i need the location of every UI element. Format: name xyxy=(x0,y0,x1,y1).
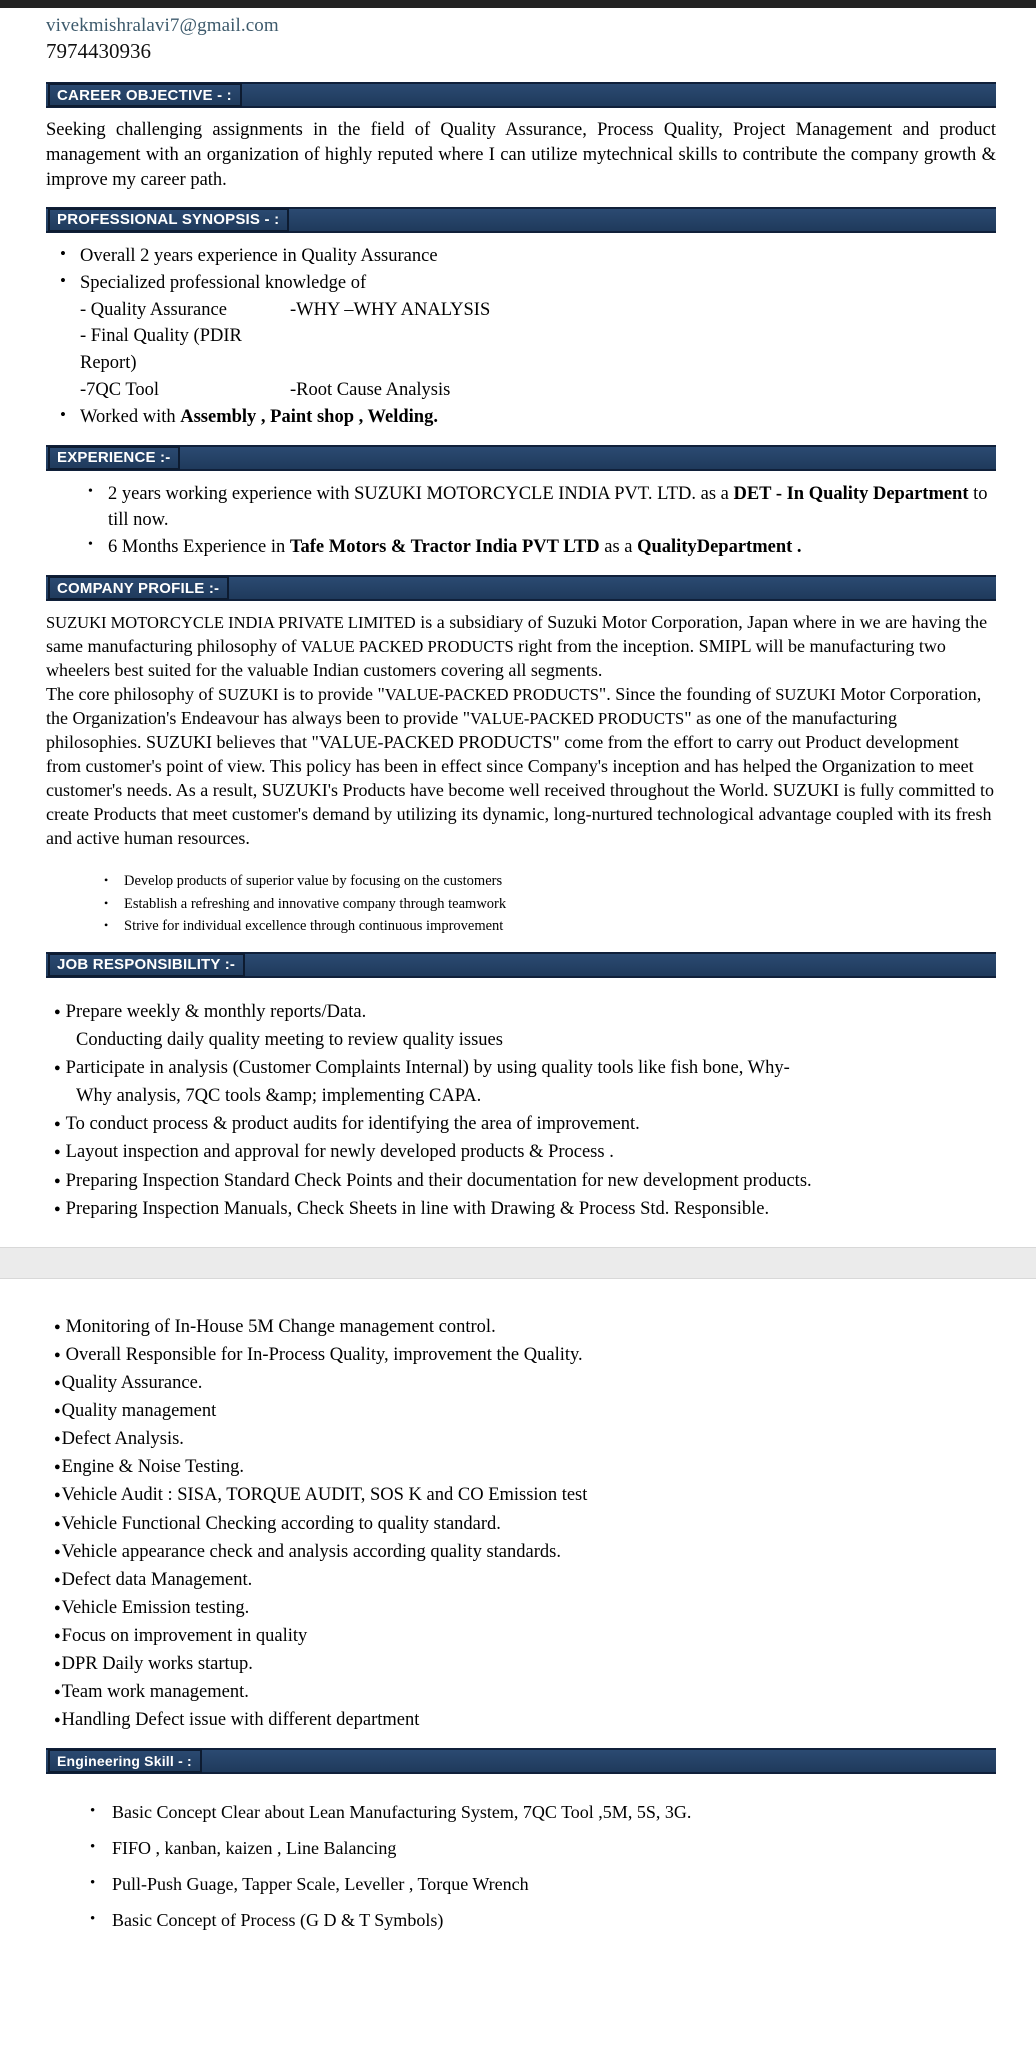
list-item: ● Defect Analysis. xyxy=(54,1425,996,1453)
list-item xyxy=(46,481,996,535)
experience-text-2a: 6 Months Experience in xyxy=(108,537,290,558)
list-item: • FIFO , kanban, kaizen , Line Balancing xyxy=(46,1830,996,1866)
suzuki-mark-2: SUZUKI xyxy=(775,684,836,704)
synopsis-row xyxy=(46,323,996,377)
synopsis-row xyxy=(46,377,996,404)
list-item: • Pull-Push Guage, Tapper Scale, Leveller , Torque Wrench xyxy=(46,1866,996,1902)
list-item xyxy=(46,404,996,431)
suzuki-mark-1: SUZUKI xyxy=(217,684,279,704)
job-responsibility-list-page-2 xyxy=(46,1313,996,1735)
list-item: ● DPR Daily works startup. xyxy=(54,1650,996,1678)
list-item: ● Handling Defect issue with different department xyxy=(54,1706,996,1734)
section-header-professional-synopsis xyxy=(46,207,996,233)
list-item: ● Layout inspection and approval for newly developed products & Process . xyxy=(54,1138,996,1166)
core-philosophy-lead: The core philosophy of xyxy=(46,683,218,704)
experience-list xyxy=(46,481,996,561)
core-philosophy-text-2: ". Since the founding of xyxy=(598,683,776,704)
synopsis-row xyxy=(46,297,996,324)
synopsis-row-left: - Final Quality (PDIR Report) xyxy=(80,326,242,374)
experience-role-2: QualityDepartment . xyxy=(637,537,802,558)
list-item: ● Overall Responsible for In-Process Quality, improvement the Quality. xyxy=(54,1341,996,1369)
contact-email: vivekmishralavi7@gmail.com xyxy=(46,15,279,36)
contact-phone: 7974430936 xyxy=(46,38,151,63)
experience-text-1a: 2 years working experience with SUZUKI MOTORCYCLE INDIA PVT. LTD. as a xyxy=(108,483,734,504)
list-item xyxy=(46,534,996,561)
worked-with-prefix: Worked with xyxy=(80,406,181,427)
section-title-job-responsibility: JOB RESPONSIBILITY :- xyxy=(48,953,245,977)
section-title-engineering-skill: Engineering Skill - : xyxy=(48,1749,202,1773)
list-item: • Develop products of superior value by focusing on the customers xyxy=(46,870,996,892)
synopsis-row-right: -WHY –WHY ANALYSIS xyxy=(290,299,491,320)
section-header-engineering-skill xyxy=(46,1748,996,1774)
section-title-career-objective: CAREER OBJECTIVE - : xyxy=(48,83,242,107)
synopsis-row-left: -7QC Tool xyxy=(80,380,160,401)
list-item: ● Prepare weekly & monthly reports/Data. xyxy=(54,998,996,1026)
company-legal-name: SUZUKI MOTORCYCLE INDIA PRIVATE LIMITED xyxy=(46,613,416,633)
company-profile-text-2: right from the inception. SMIPL will be manufacturing two wheelers best suited for the valuable Indian customers covering all segments. xyxy=(46,636,946,680)
company-values-list xyxy=(46,870,996,937)
section-title-experience: EXPERIENCE :- xyxy=(48,446,180,470)
list-item: ● Engine & Noise Testing. xyxy=(54,1453,996,1481)
core-philosophy-text-1: is to provide " xyxy=(278,683,385,704)
worked-with-shops: Assembly , Paint shop , Welding. xyxy=(180,406,438,427)
list-item: ● To conduct process & product audits for identifying the area of improvement. xyxy=(54,1110,996,1138)
list-item: • Specialized professional knowledge of xyxy=(46,270,996,297)
resume-sheet-page-2 xyxy=(0,1279,1036,1939)
list-item: • Basic Concept of Process (G D & T Symbols) xyxy=(46,1902,996,1938)
list-item: Why analysis, 7QC tools &amp; implementing CAPA. xyxy=(76,1086,482,1107)
experience-role-1: DET - In Quality Department xyxy=(733,483,969,504)
section-header-job-responsibility xyxy=(46,952,996,978)
list-item: ● Vehicle Audit : SISA, TORQUE AUDIT, SOS K and CO Emission test xyxy=(54,1481,996,1509)
value-packed-products-phrase: VALUE PACKED PRODUCTS xyxy=(300,637,514,657)
synopsis-row-left: - Quality Assurance xyxy=(80,299,227,320)
section-header-experience xyxy=(46,445,996,471)
company-profile-paragraph-2 xyxy=(46,683,996,851)
list-item: ● Quality management xyxy=(54,1397,996,1425)
value-packed-quote-2: VALUE-PACKED PRODUCTS xyxy=(470,708,685,728)
list-item: ● Preparing Inspection Standard Check Points and their documentation for new development products. xyxy=(54,1167,996,1195)
list-item: • Establish a refreshing and innovative company through teamwork xyxy=(46,893,996,915)
value-packed-quote-1: VALUE-PACKED PRODUCTS xyxy=(384,684,599,704)
section-header-career-objective xyxy=(46,82,996,108)
list-item: ● Defect data Management. xyxy=(54,1566,996,1594)
list-item: • Overall 2 years experience in Quality Assurance xyxy=(46,243,996,270)
list-item: ● Participate in analysis (Customer Complaints Internal) by using quality tools like fish bone, Why- xyxy=(54,1054,996,1082)
core-philosophy-text-4: " as one of the manufacturing philosophies. SUZUKI believes that "VALUE-PACKED PRODUCTS" come from the effort to carry out Product development from customer's point of view. This policy has been in effect since Company's inception and has helped the Organization to meet customer's needs. As a result, SUZUKI's Products have become well received throughout the World. SUZUKI is fully committed to create Products that meet customer's demand by utilizing its dynamic, long-nurtured technological advantage coupled with its fresh and active human resources. xyxy=(46,707,995,848)
experience-text-1b: to till now. xyxy=(108,483,988,531)
core-philosophy-text-3: Motor Corporation, the Organization's Endeavour has always been to provide " xyxy=(46,683,982,728)
list-item: ● Vehicle Emission testing. xyxy=(54,1594,996,1622)
list-item: Conducting daily quality meeting to review quality issues xyxy=(76,1029,503,1050)
section-title-company-profile: COMPANY PROFILE :- xyxy=(48,576,229,600)
list-item: ● Vehicle Functional Checking according to quality standard. xyxy=(54,1510,996,1538)
section-header-company-profile xyxy=(46,575,996,601)
professional-synopsis-list-tail xyxy=(46,404,996,431)
career-objective-body: Seeking challenging assignments in the field of Quality Assurance, Process Quality, Project Management and product management with an organization of highly reputed where I can utilize mytechnical skills to contribute the company growth & improve my career path. xyxy=(46,120,996,190)
page-break-separator xyxy=(0,1247,1036,1279)
list-item: • Basic Concept Clear about Lean Manufacturing System, 7QC Tool ,5M, 5S, 3G. xyxy=(46,1794,996,1830)
section-title-professional-synopsis: PROFESSIONAL SYNOPSIS - : xyxy=(48,208,289,232)
list-item: ● Team work management. xyxy=(54,1678,996,1706)
list-item: ● Quality Assurance. xyxy=(54,1369,996,1397)
company-profile-text-1: is a subsidiary of Suzuki Motor Corporation, Japan where in we are having the same manufacturing philosophy of xyxy=(46,612,988,657)
resume-sheet-page-1 xyxy=(0,8,1036,1223)
professional-synopsis-list xyxy=(46,243,996,297)
list-item: ● Vehicle appearance check and analysis according quality standards. xyxy=(54,1538,996,1566)
list-item: ● Focus on improvement in quality xyxy=(54,1622,996,1650)
job-responsibility-list-page-1 xyxy=(46,998,996,1223)
list-item: ● Monitoring of In-House 5M Change management control. xyxy=(54,1313,996,1341)
experience-company-2: Tafe Motors & Tractor India PVT LTD xyxy=(289,537,600,558)
experience-text-2b: as a xyxy=(599,537,638,558)
company-profile-paragraph-1 xyxy=(46,611,996,683)
synopsis-row-right: -Root Cause Analysis xyxy=(290,380,451,401)
engineering-skill-list xyxy=(46,1794,996,1938)
list-item: • Strive for individual excellence through continuous improvement xyxy=(46,915,996,937)
document-top-edge xyxy=(0,0,1036,8)
list-item: ● Preparing Inspection Manuals, Check Sheets in line with Drawing & Process Std. Responsible. xyxy=(54,1195,996,1223)
